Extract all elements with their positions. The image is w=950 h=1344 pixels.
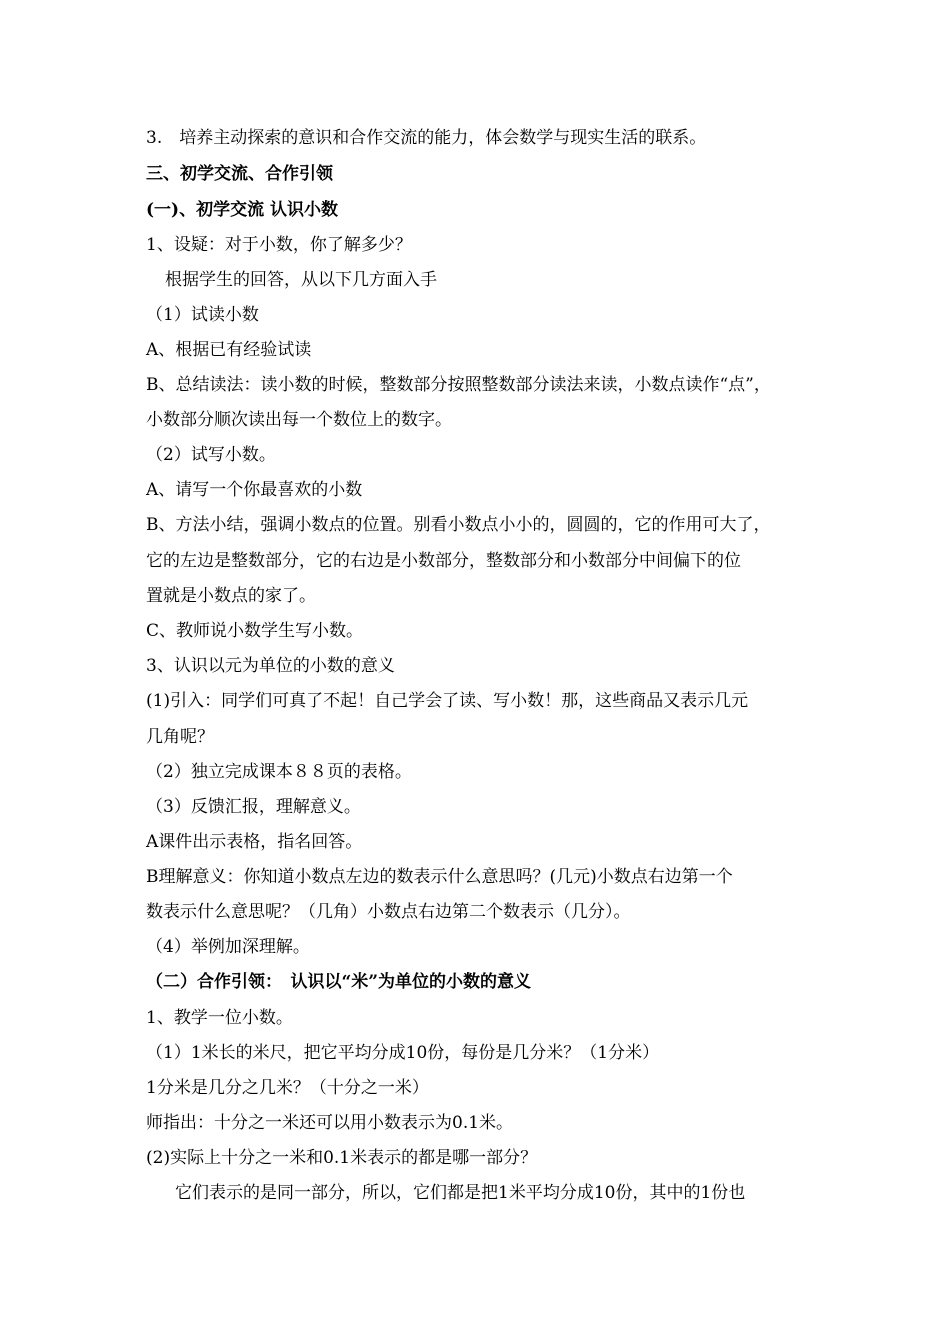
text-line: 它的左边是整数部分，它的右边是小数部分，整数部分和小数部分中间偏下的位	[146, 551, 741, 571]
text-line: （1）1米长的米尺，把它平均分成10份，每份是几分米？（1分米）	[146, 1043, 660, 1063]
text-line: B理解意义：你知道小数点左边的数表示什么意思吗？(几元)小数点右边第一个	[146, 867, 733, 887]
subsection-heading: (一)、初学交流 认识小数	[146, 200, 339, 220]
text-line: 3. 培养主动探索的意识和合作交流的能力，体会数学与现实生活的联系。	[146, 128, 707, 148]
text-line: 师指出：十分之一米还可以用小数表示为0.1米。	[146, 1113, 514, 1133]
text-line: （2）试写小数。	[146, 445, 276, 465]
text-line: 3、认识以元为单位的小数的意义	[146, 656, 395, 676]
text-line: 它们表示的是同一部分，所以，它们都是把1米平均分成10份，其中的1份也	[175, 1183, 746, 1203]
text-line: 几角呢？	[146, 727, 214, 747]
text-line: B、总结读法：读小数的时候，整数部分按照整数部分读法来读，小数点读作“点”，	[146, 375, 771, 395]
subsection-heading: （二）合作引领： 认识以“米”为单位的小数的意义	[146, 972, 532, 992]
text-line: （3）反馈汇报，理解意义。	[146, 797, 361, 817]
section-heading: 三、初学交流、合作引领	[146, 164, 333, 184]
text-line: C、教师说小数学生写小数。	[146, 621, 364, 641]
text-line: （4）举例加深理解。	[146, 937, 310, 957]
text-line: （2）独立完成课本８８页的表格。	[146, 762, 412, 782]
text-line: 1分米是几分之几米？（十分之一米）	[146, 1078, 429, 1098]
text-line: A课件出示表格，指名回答。	[146, 832, 363, 852]
text-line: 1、设疑：对于小数，你了解多少？	[146, 235, 412, 255]
text-line: 1、教学一位小数。	[146, 1008, 293, 1028]
text-line: 数表示什么意思呢？（几角）小数点右边第二个数表示（几分）。	[146, 902, 631, 922]
text-line: （1）试读小数	[146, 305, 259, 325]
text-line: (2)实际上十分之一米和0.1米表示的都是哪一部分？	[146, 1148, 538, 1168]
text-line: A、请写一个你最喜欢的小数	[146, 480, 363, 500]
text-line: 根据学生的回答，从以下几方面入手	[165, 270, 437, 290]
text-line: 小数部分顺次读出每一个数位上的数字。	[146, 410, 452, 430]
text-line: 置就是小数点的家了。	[146, 586, 316, 606]
text-line: (1)引入：同学们可真了不起！自己学会了读、写小数！那，这些商品又表示几元	[146, 691, 749, 711]
text-line: A、根据已有经验试读	[146, 340, 312, 360]
text-line: B、方法小结，强调小数点的位置。别看小数点小小的，圆圆的，它的作用可大了，	[146, 515, 771, 535]
